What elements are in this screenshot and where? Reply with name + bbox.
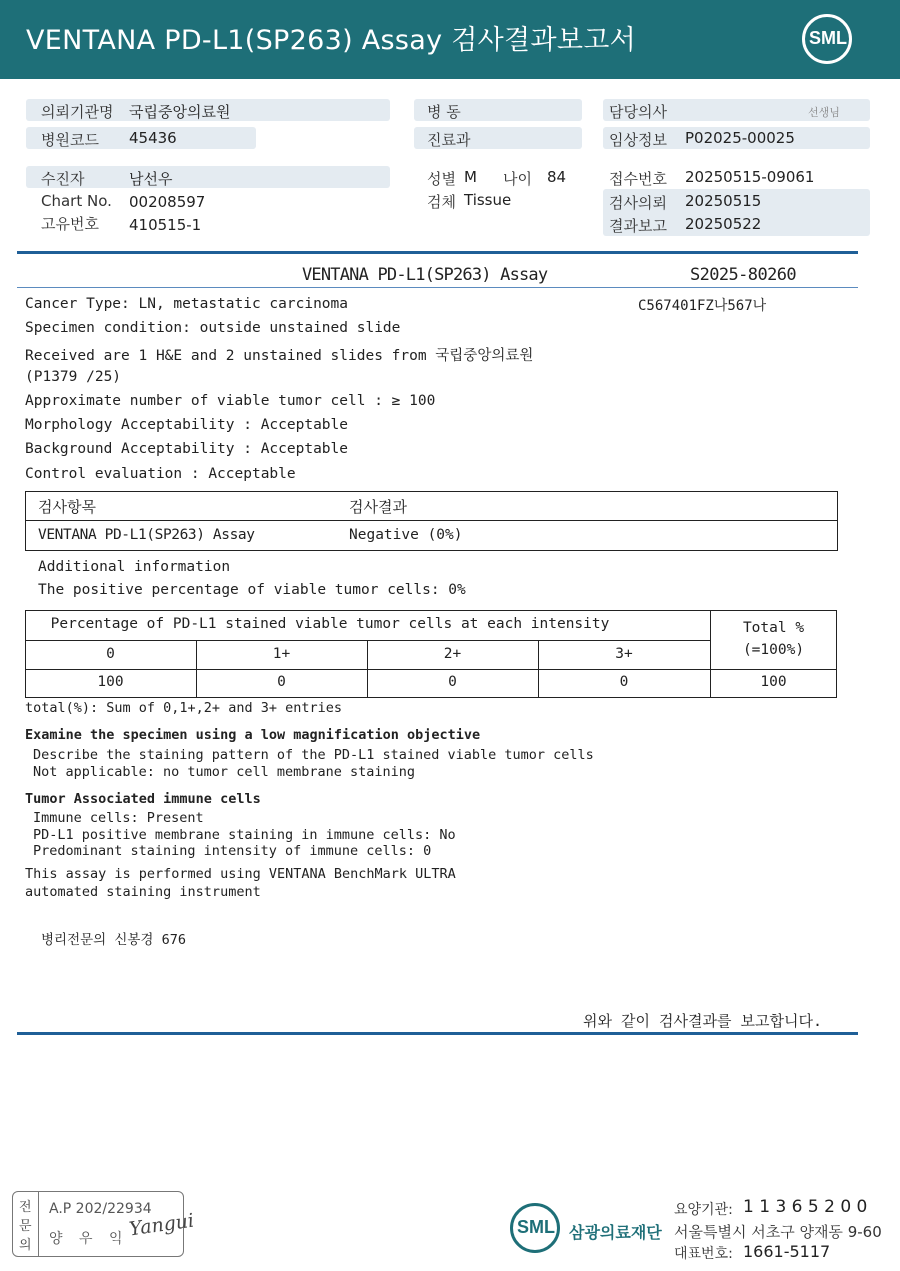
footer-sml-logo (510, 1203, 560, 1253)
request-value: 20250515 (685, 192, 762, 210)
line-case-ref: (P1379 /25) (25, 369, 122, 385)
immune-line-2: PD-L1 positive membrane staining in immune cells: No (33, 827, 456, 843)
sex-value: M (464, 168, 477, 186)
instrument-line-1: This assay is performed using VENTANA BenchMark ULTRA (25, 866, 456, 882)
institution-label: 의뢰기관명 (41, 103, 114, 121)
institution-value: 국립중앙의료원 (129, 103, 231, 121)
immune-line-3: Predominant staining intensity of immune cells: 0 (33, 843, 432, 859)
patient-value: 남선우 (129, 170, 173, 188)
additional-text: The positive percentage of viable tumor cells: 0% (38, 582, 466, 598)
report-date-label: 결과보고 (609, 217, 667, 235)
line-control: Control evaluation : Acceptable (25, 466, 296, 482)
report-header (0, 0, 900, 79)
intensity-value-2: 0 (448, 674, 457, 690)
sub-code: C567401FZ나567나 (638, 298, 767, 314)
total-header-line2: (=100%) (742, 642, 805, 658)
line-specimen-condition: Specimen condition: outside unstained slide (25, 320, 401, 336)
intensity-value-1: 0 (277, 674, 286, 690)
handwritten-signature: Yangui (127, 1209, 196, 1241)
sex-label: 성별 (427, 170, 456, 188)
patient-label: 수진자 (41, 170, 85, 188)
hospital-code-value: 45436 (129, 129, 177, 147)
intensity-level-0: 0 (106, 646, 115, 662)
sml-logo (802, 14, 852, 64)
stamp-side-char-2: 문 (19, 1219, 32, 1234)
line-received: Received are 1 H&E and 2 unstained slides from 국립중앙의료원 (25, 348, 534, 364)
line-cancer-type: Cancer Type: LN, metastatic carcinoma (25, 296, 349, 312)
chart-label: Chart No. (41, 192, 112, 210)
total-note: total(%): Sum of 0,1+,2+ and 3+ entries (25, 700, 342, 716)
result-item: VENTANA PD-L1(SP263) Assay (38, 527, 255, 543)
stamp-side-char-3: 의 (19, 1238, 32, 1253)
stamp-name: 양 우 익 (49, 1231, 129, 1247)
intensity-table-header: Percentage of PD-L1 stained viable tumor cells at each intensity (50, 616, 610, 632)
chart-value: 00208597 (129, 193, 206, 211)
pathologist-signature-line: 병리전문의 신봉경 676 (41, 932, 186, 948)
closing-statement: 위와 같이 검사결과를 보고합니다. (583, 1012, 822, 1030)
immune-line-1: Immune cells: Present (33, 810, 204, 826)
low-mag-title: Examine the specimen using a low magnification objective (25, 727, 481, 743)
intensity-level-2: 2+ (443, 646, 462, 662)
id-label: 고유번호 (41, 215, 99, 233)
request-label: 검사의뢰 (609, 194, 667, 212)
specialist-stamp (12, 1191, 196, 1257)
code-label: 요양기관: (674, 1202, 733, 1218)
org-name: 삼광의료재단 (569, 1223, 662, 1242)
title-underline (17, 287, 858, 288)
instrument-line-2: automated staining instrument (25, 884, 261, 900)
footer-logo-text: SML (517, 1217, 555, 1237)
id-value: 410515-1 (129, 216, 202, 234)
report-number: S2025-80260 (690, 265, 796, 285)
intensity-value-0: 100 (97, 674, 124, 690)
dept-label: 진료과 (427, 131, 471, 149)
additional-title: Additional information (38, 559, 231, 575)
hospital-code-label: 병원코드 (41, 131, 99, 149)
low-mag-line-2: Not applicable: no tumor cell membrane staining (33, 764, 416, 780)
intensity-table-row-divider (25, 669, 837, 670)
intensity-level-3: 3+ (615, 646, 633, 662)
address: 서울특별시 서초구 양재동 9-60 (674, 1223, 882, 1241)
stamp-side-label (13, 1192, 39, 1256)
stamp-number: A.P 202/22934 (49, 1201, 152, 1217)
line-background: Background Acceptability : Acceptable (25, 441, 349, 457)
specimen-value: Tissue (464, 191, 512, 209)
clinical-value: P02025-00025 (685, 129, 795, 147)
intensity-level-1: 1+ (272, 646, 291, 662)
doctor-suffix: 선생님 (808, 106, 840, 119)
doctor-label: 담당의사 (609, 103, 667, 121)
stamp-side-char-1: 전 (19, 1200, 32, 1215)
result-table-divider (25, 520, 838, 521)
receipt-value: 20250515-09061 (685, 168, 815, 186)
phone-value: 1661-5117 (743, 1242, 831, 1261)
phone-label: 대표번호: (674, 1246, 733, 1262)
result-value: Negative (0%) (349, 527, 463, 543)
result-col-item-header: 검사항목 (38, 498, 96, 516)
top-divider (17, 251, 858, 254)
assay-title: VENTANA PD-L1(SP263) Assay (302, 265, 548, 285)
code-value: 1 1 3 6 5 2 0 0 (743, 1197, 868, 1217)
line-viable-cells: Approximate number of viable tumor cell : ≥ 100 (25, 393, 436, 409)
ward-label: 병 동 (427, 103, 461, 121)
receipt-label: 접수번호 (609, 170, 667, 188)
total-header-line1: Total % (742, 620, 805, 636)
report-date-value: 20250522 (685, 215, 762, 233)
intensity-total-value: 100 (760, 674, 787, 690)
bottom-divider (17, 1032, 858, 1035)
report-title: VENTANA PD-L1(SP263) Assay 검사결과보고서 (26, 25, 636, 56)
immune-title: Tumor Associated immune cells (25, 791, 261, 807)
result-col-result-header: 검사결과 (349, 498, 407, 516)
age-value: 84 (547, 168, 567, 186)
low-mag-line-1: Describe the staining pattern of the PD-L1 stained viable tumor cells (33, 747, 594, 763)
intensity-value-3: 0 (619, 674, 629, 690)
line-morphology: Morphology Acceptability : Acceptable (25, 417, 349, 433)
clinical-label: 임상정보 (609, 131, 667, 149)
sml-logo-text: SML (809, 28, 847, 48)
age-label: 나이 (503, 170, 532, 188)
specimen-label: 검체 (427, 193, 456, 211)
